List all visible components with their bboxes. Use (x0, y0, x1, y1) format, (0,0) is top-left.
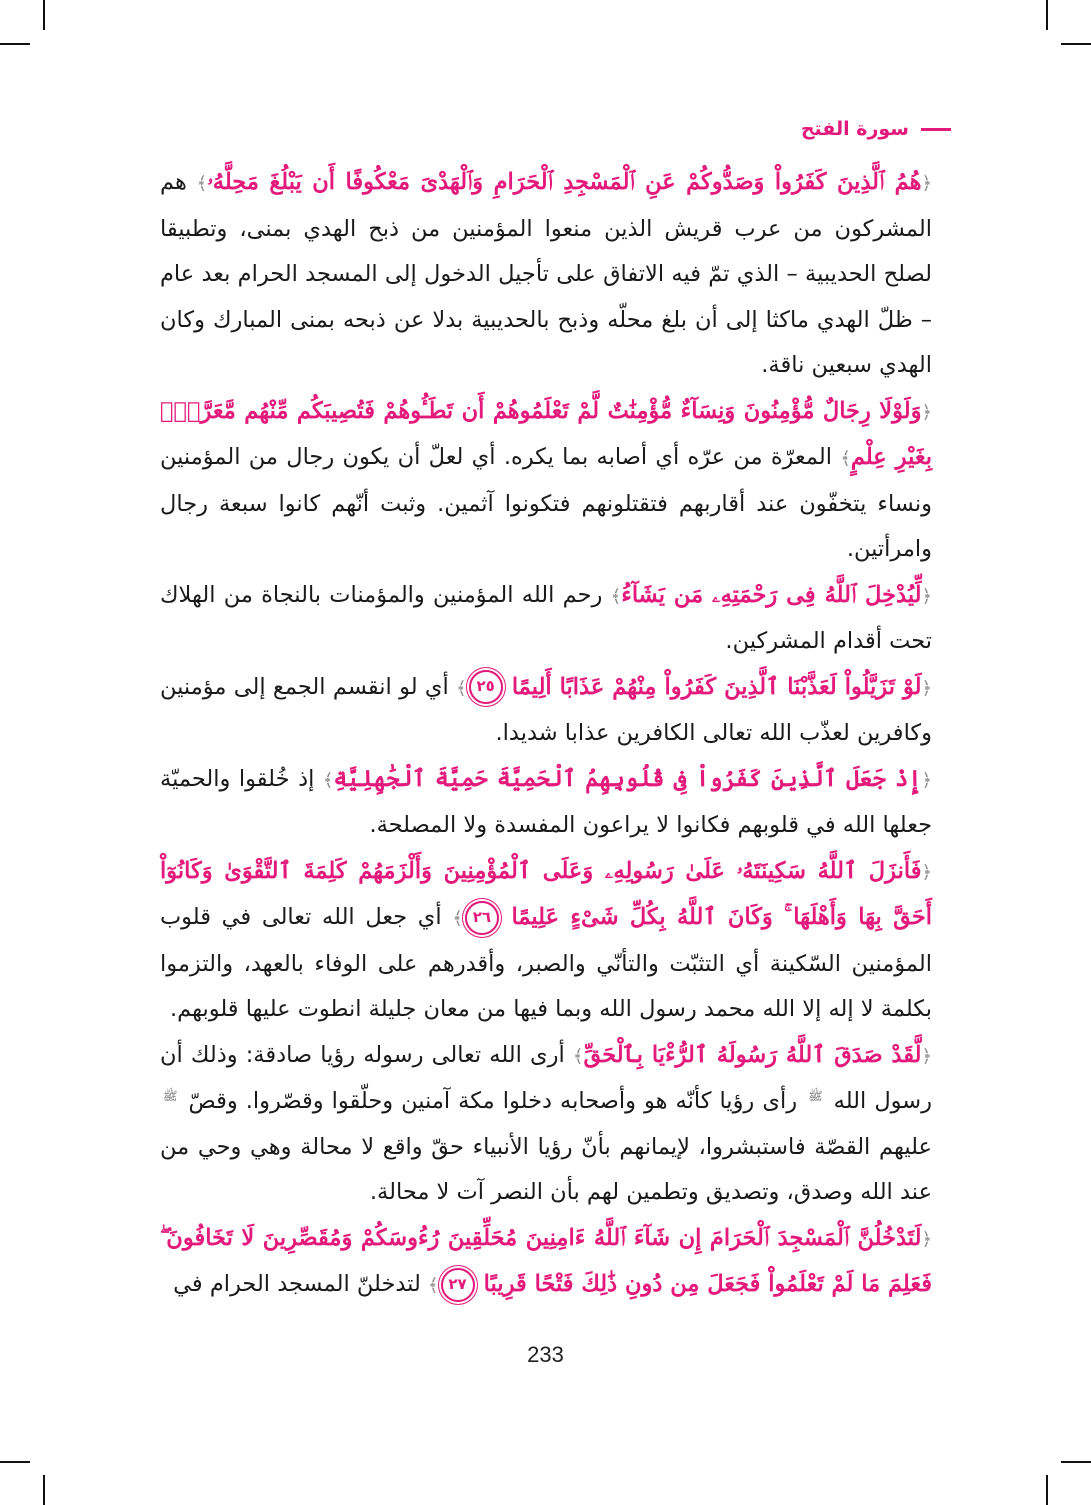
commentary-paragraph (160, 1216, 932, 1309)
open-bracket: ﴿ (921, 401, 932, 423)
commentary-text: أرى الله تعالى رسوله رؤيا صادقة: وذلك أن رسول الله (160, 1041, 933, 1114)
quran-verse: فَأَنزَلَ ٱللَّهُ سَكِينَتَهُۥ عَلَىٰ رَسُولِهِۦ وَعَلَى ٱلْمُؤْمِنِينَ وَأَلْزَمَهُمْ كَلِمَةَ ٱلتَّقْوَىٰ وَكَانُوٓاْ أَحَقَّ بِهَا وَأَهْلَهَا ۚ وَكَانَ ٱللَّهُ بِكُلِّ شَىْءٍ عَلِيمًا (160, 857, 932, 930)
ayah-number-ornament: ٢٦ (465, 901, 499, 935)
commentary-text: لتدخلنّ المسجد الحرام في (173, 1271, 421, 1297)
open-bracket: ﴿ (921, 585, 933, 607)
commentary-text: عليهم القصّة فاستبشروا، لإيمانهم بأنّ رؤيا الأنبياء حقّ واقع لا محالة وهي وحي من عند الله وصدق، وتصديق وتطمين لهم بأن النصر آت لا محالة. (160, 1133, 932, 1205)
commentary-text: رحم الله المؤمنين والمؤمنات بالنجاة من الهلاك تحت أقدام المشركين. (160, 581, 932, 654)
commentary-text: المعرّة من عرّه أي أصابه بما يكره. أي لعلّ أن يكون رجال من المؤمنين ونساء يتخفّون عند أقاربهم فتقتلونهم فتكونوا آثمين. وثبت أنّهم كانوا سبعة رجال وامرأتين. (160, 444, 932, 562)
commentary-paragraph (160, 389, 932, 573)
page-number: 233 (527, 1342, 564, 1367)
header-rule (921, 128, 951, 131)
page-body (160, 160, 932, 1309)
quran-verse: وَلَوْلَا رِجَالٌ مُّؤْمِنُونَ وَنِسَآءٌ مُّؤْمِنَٰتٌ لَّمْ تَعْلَمُوهُمْ أَن تَطَـُٔوهُمْ فَتُصِيبَكُم مِّنْهُم مَّعَرَّةٌۢ بِغَيْرِ عِلْمٍ (160, 397, 932, 470)
crop-mark (1061, 1461, 1091, 1463)
quran-verse: لَوْ تَزَيَّلُواْ لَعَذَّبْنَا ٱلَّذِينَ كَفَرُواْ مِنْهُمْ عَذَابًا أَلِيمًا (511, 673, 922, 700)
close-bracket: ﴾ (322, 769, 334, 791)
open-bracket: ﴿ (921, 1228, 932, 1250)
open-bracket: ﴿ (921, 1045, 932, 1067)
commentary-text: أي جعل الله تعالى في قلوب المؤمنين السّكينة أي التثبّت والتأنّي والصبر، وأقدرهم على الوفاء بالعهد، والتزموا بكلمة لا إله إلا الله محمد رسول الله وبما فيها من معان جليلة انطوت عليها قلوبهم. (160, 904, 932, 1022)
commentary-paragraph (160, 849, 932, 1033)
open-bracket: ﴿ (921, 861, 932, 883)
close-bracket: ﴾ (840, 448, 851, 469)
ayah-number-ornament: ٢٧ (441, 1268, 475, 1302)
commentary-text: هم المشركون من عرب قريش الذين منعوا المؤمنين من ذبح الهدي بمنى، وتطبيقا لصلح الحديبية – الذي تمّ فيه الاتفاق على تأجيل الدخول إلى المسجد الحرام بعد عام – ظلّ الهدي ماكثا إلى أن بلغ محلّه وذبح بالحديبية بدلا عن ذبحه بمنى المبارك وكان الهدي سبعين ناقة. (160, 169, 932, 378)
quran-verse: لَّقَدْ صَدَقَ ٱللَّهُ رَسُولَهُ ٱلرُّءْيَا بِٱلْحَقِّ (583, 1041, 922, 1068)
crop-mark (1061, 43, 1091, 45)
open-bracket: ﴿ (921, 769, 933, 791)
commentary-text: رأى رؤيا كأنّه هو وأصحابه دخلوا مكة آمنين وحلّقوا وقصّروا. وقصّ (188, 1088, 798, 1114)
close-bracket: ﴾ (572, 1045, 584, 1067)
ayah-number-ornament: ٢٥ (469, 670, 503, 704)
quran-verse: لِّيُدْخِلَ ٱللَّهُ فِى رَحْمَتِهِۦ مَن يَشَآءُ (621, 581, 922, 608)
close-bracket: ﴾ (456, 677, 467, 699)
surah-title: سورة الفتح (800, 118, 909, 140)
quran-verse: إِذْ جَعَلَ ٱلَّذِينَ كَفَرُواْ فِى قُلُوبِهِمُ ٱلْحَمِيَّةَ حَمِيَّةَ ٱلْجَٰهِلِيَّةِ (333, 765, 922, 792)
commentary-paragraph (160, 757, 932, 849)
close-bracket: ﴾ (452, 908, 463, 929)
quran-verse: لَتَدْخُلُنَّ ٱلْمَسْجِدَ ٱلْحَرَامَ إِن شَآءَ ٱللَّهُ ءَامِنِينَ مُحَلِّقِينَ رُءُوسَكُمْ وَمُقَصِّرِينَ لَا تَخَافُونَ ۖ فَعَلِمَ مَا لَمْ تَعْلَمُواْ فَجَعَلَ مِن دُونِ ذَٰلِكَ فَتْحًا قَرِيبًا (160, 1224, 932, 1297)
commentary-paragraph (160, 1033, 932, 1216)
commentary-paragraph (160, 160, 932, 389)
close-bracket: ﴾ (196, 173, 208, 194)
open-bracket: ﴿ (921, 173, 932, 194)
salawat-glyph-icon: ﷺ (163, 1088, 178, 1103)
crop-mark (0, 1461, 30, 1463)
salawat-glyph-icon: ﷺ (808, 1088, 823, 1103)
quran-verse: هُمُ ٱلَّذِينَ كَفَرُواْ وَصَدُّوكُمْ عَنِ ٱلْمَسْجِدِ ٱلْحَرَامِ وَٱلْهَدْىَ مَعْكُوفًا أَن يَبْلُغَ مَحِلَّهُۥ (207, 169, 922, 195)
commentary-text: إذ خُلقوا والحميّة جعلها الله في قلوبهم فكانوا لا يراعون المفسدة ولا المصلحة. (160, 765, 932, 838)
crop-mark (1046, 1475, 1048, 1505)
close-bracket: ﴾ (610, 585, 622, 607)
open-bracket: ﴿ (921, 677, 932, 699)
running-head (801, 118, 951, 140)
commentary-text: أي لو انقسم الجمع إلى مؤمنين وكافرين لعذّب الله تعالى الكافرين عذابا شديدا. (160, 673, 932, 746)
commentary-paragraph (160, 573, 932, 665)
crop-mark (43, 0, 45, 30)
commentary-paragraph (160, 665, 932, 757)
crop-mark (0, 43, 30, 45)
crop-mark (43, 1475, 45, 1505)
crop-mark (1046, 0, 1048, 30)
close-bracket: ﴾ (427, 1275, 439, 1296)
